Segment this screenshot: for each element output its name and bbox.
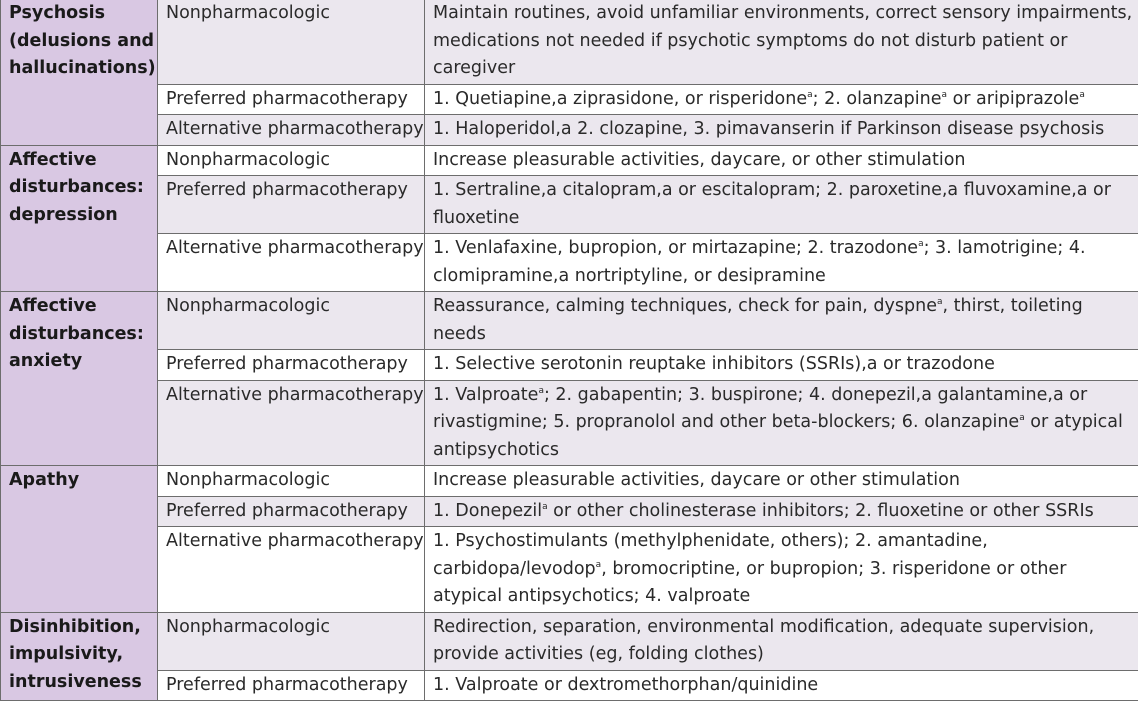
- category-disinhibition: Disinhibition, impulsivity, intrusiveness: [1, 612, 158, 701]
- category-anxiety: Affective disturbances: anxiety: [1, 292, 158, 466]
- approach-cell: Nonpharmacologic: [158, 0, 425, 84]
- table-row: [1, 0, 1138, 84]
- approach-cell: Nonpharmacologic: [158, 466, 425, 497]
- table-row: [1, 176, 1138, 234]
- table-row: [1, 496, 1138, 527]
- category-psychosis: Psychosis (delusions and hallucinations): [1, 0, 158, 145]
- table-row: [1, 84, 1138, 115]
- category-apathy: Apathy: [1, 466, 158, 613]
- table-row: [1, 350, 1138, 381]
- detail-cell: 1. Valproate or dextromethorphan/quinidine: [425, 670, 1138, 701]
- approach-cell: Nonpharmacologic: [158, 292, 425, 350]
- detail-cell: 1. Haloperidol,a 2. clozapine, 3. pimavanserin if Parkinson disease psychosis: [425, 115, 1138, 146]
- approach-cell: Preferred pharmacotherapy: [158, 670, 425, 701]
- detail-cell: Maintain routines, avoid unfamiliar environments, correct sensory impairments, medications not needed if psychotic symptoms do not disturb patient or caregiver: [425, 0, 1138, 84]
- approach-cell: Nonpharmacologic: [158, 612, 425, 670]
- detail-cell: 1. Quetiapine,a ziprasidone, or risperidone$^a$; 2. olanzapine$^a$ or aripiprazole$^a$: [425, 84, 1138, 115]
- detail-cell: Reassurance, calming techniques, check for pain, dyspne$^a$, thirst, toileting needs: [425, 292, 1138, 350]
- table-row: [1, 612, 1138, 670]
- detail-cell: Redirection, separation, environmental modification, adequate supervision, provide activities (eg, folding clothes): [425, 612, 1138, 670]
- approach-cell: Preferred pharmacotherapy: [158, 350, 425, 381]
- approach-cell: Alternative pharmacotherapy: [158, 115, 425, 146]
- approach-cell: Alternative pharmacotherapy: [158, 234, 425, 292]
- approach-cell: Alternative pharmacotherapy: [158, 527, 425, 613]
- approach-cell: Preferred pharmacotherapy: [158, 496, 425, 527]
- detail-cell: 1. Psychostimulants (methylphenidate, others); 2. amantadine, carbidopa/levodop$^a$, bromocriptine, or bupropion; 3. risperidone or other atypical antipsychotics; 4. valproate: [425, 527, 1138, 613]
- approach-cell: Nonpharmacologic: [158, 145, 425, 176]
- table-row: [1, 115, 1138, 146]
- detail-cell: Increase pleasurable activities, daycare or other stimulation: [425, 466, 1138, 497]
- table-row: [1, 527, 1138, 613]
- approach-cell: Alternative pharmacotherapy: [158, 380, 425, 466]
- category-depression: Affective disturbances: depression: [1, 145, 158, 292]
- detail-cell: 1. Valproate$^a$; 2. gabapentin; 3. buspirone; 4. donepezil,a galantamine,a or rivastigmine; 5. propranolol and other beta-blockers; 6. olanzapine$^a$ or atypical antipsychotics: [425, 380, 1138, 466]
- detail-cell: 1. Selective serotonin reuptake inhibitors (SSRIs),a or trazodone: [425, 350, 1138, 381]
- detail-cell: 1. Venlafaxine, bupropion, or mirtazapine; 2. trazodone$^a$; 3. lamotrigine; 4. clomipramine,a nortriptyline, or desipramine: [425, 234, 1138, 292]
- approach-cell: Preferred pharmacotherapy: [158, 176, 425, 234]
- table-row: [1, 292, 1138, 350]
- table-row: [1, 145, 1138, 176]
- approach-cell: Preferred pharmacotherapy: [158, 84, 425, 115]
- table-row: [1, 380, 1138, 466]
- detail-cell: 1. Sertraline,a citalopram,a or escitalopram; 2. paroxetine,a fluvoxamine,a or fluoxetine: [425, 176, 1138, 234]
- table-row: [1, 466, 1138, 497]
- detail-cell: 1. Donepezil$^a$ or other cholinesterase inhibitors; 2. fluoxetine or other SSRIs: [425, 496, 1138, 527]
- detail-cell: Increase pleasurable activities, daycare, or other stimulation: [425, 145, 1138, 176]
- table-row: [1, 670, 1138, 701]
- table-row: [1, 234, 1138, 292]
